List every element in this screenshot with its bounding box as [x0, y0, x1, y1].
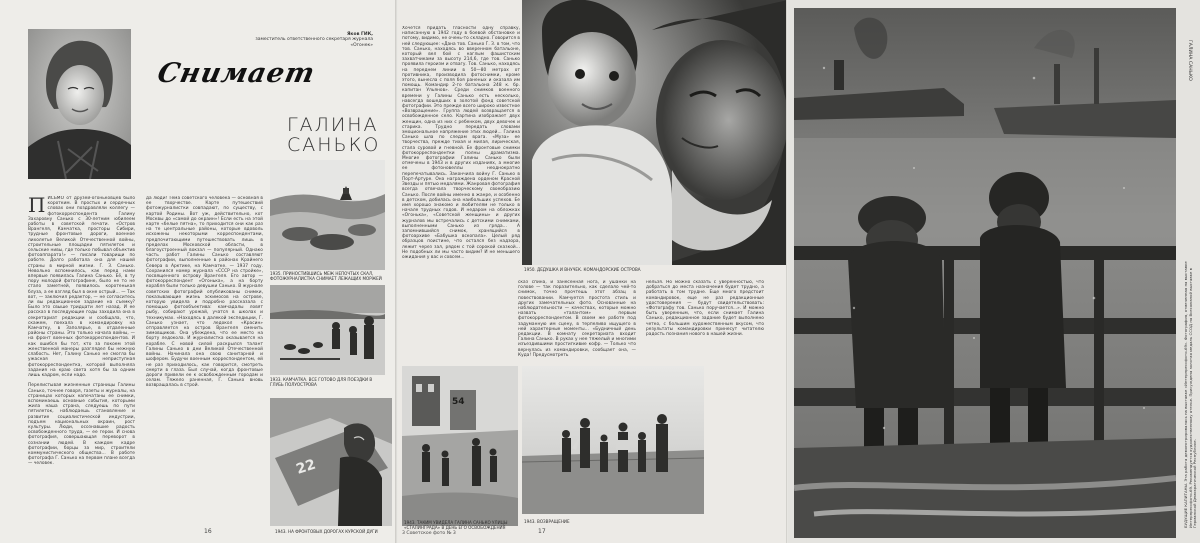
author-credit — [255, 32, 373, 48]
caption-kamchatka: 1933. КАМЧАТКА. ВСЕ ГОТОВО ДЛЯ ПОЕЗДКИ В ГЛУБЬ ПОЛУОСТРОВА — [270, 377, 373, 387]
photo-kamchatka-sled — [270, 285, 385, 375]
column-1-text: ИСЬМО от друзей-огоньковцев было коротким. В простых и сердечных словах они поздравляли коллегу — фотокорреспондента Галину Захаровну Санько с 30-летним юбилеем работы в советской печати. «Остров Врангеля, Камчатка, просторы Сибири, трудные фронтовые дороги, военное лихолетье Великой Отечественной войны, строительные площадки пятилеток и сельские нивы, где только побывал объектив фотоаппарата!» — писали товарищи по работе. Долго работала она для нашей страны в мирной жизни. Г. З. Санько. Невольно вспомнилось, как перед нами впервые появилась Галина Санько. Её, в ту пору молодой фотографине, было не то не стало заметней, появилось коротенькая блуза, а ее взгляд был в окне острый... — Так вот, — заключил редактор, — не согласитесь ли вы редакционное задание на съемку? Было это свыше тридцати лет назад. И ее рассказ в последующие годы заходила она в секретариат редакции и сообщала, что, скажем, поехала в командировку на Камчатку, в Заполярье, в отдаленные районы страны. Это только начала войны, — на фронт военных фотокорреспондентов. И как ошибся бы тот, кто за покоем этой женственной манеры разглядел бы нежную слабость. Нет, Галину Санько не смогла бы ужасная неприступная фотокорреспондентка, которой выполняла задания на краю света хотя бы за одним лишь кадром, если надо. — [28, 196, 135, 378]
caption-stalingrad: 1943. ТАКИМ УВИДЕЛА ГАЛИНА САНЬКО УЛИЦЫ «СТАЛИНГРАДА» В ДЕНЬ ЕГО ОСВОБОЖДЕНИЯ — [404, 520, 508, 530]
column-2-text: Перелистывая жизненные страницы Галины Санько, точнее говоря, газеты и журналы, на страницах которых напечатаны ее снимки, вспоминаешь основные события, которыми жила наша страна, следуешь по пути пятилеток, наблюдаешь становление и развитие социалистической индустрии, подъем национальных окраин, рост культуры. Люди, осознавшие радость освобожденного труда, — ее герои. И снова фотография, совершающая переворот в сознании людей. В каждом кадре фотографии, борцы за мир, строители коммунистического общества... В работе фотографа Г. Санько на первом плане всегда — человек. — [28, 383, 135, 467]
drop-cap: П — [28, 196, 46, 217]
column-6-text: нельзя. Но можно сказать с уверенностью, что добраться до места назначения будет трудно, а работать в том трудне. Еще много предстоит командировок, еще не раз редакционные удостоверения — будут свидетельствовать: «Фотографу тов. Санько поручается...». И можно быть уверенным, что, если снимает Галина Санько, редакционное задание будет выполнено четко, с большим художественным вкусом, что результаты командировки принесут читателю радость познания нового в нашей жизни. — [646, 280, 764, 338]
caption-grandfather: 1950. ДЕДУШКА И ВНУЧЕК. КОМАНДОРСКИЕ ОСТРОВА — [524, 267, 641, 272]
portrait-photo — [28, 29, 131, 179]
text-column-2 — [146, 196, 263, 531]
photo-return — [522, 366, 704, 514]
page-17 — [398, 0, 788, 543]
page-16 — [0, 0, 398, 543]
text-column-1 — [28, 196, 135, 531]
page-future-captains — [788, 0, 1200, 543]
photo-stalingrad — [402, 366, 518, 526]
caption-return: 1943. ВОЗВРАЩЕНИЕ — [524, 519, 570, 524]
heading-name — [287, 115, 380, 155]
side-caption-text: БУДУЩИЕ КАПИТАНЫ. Эта работа демонстрировалась на выставке «Интерпрессфото-69». Фотография, отмеченная на выставке Интерпрессфото-69. Рекомендуется художественному ателье. Присуждена золотая медаль ССОД на Всесоюзной выставке в Германской Демократической Республике. — [1183, 261, 1198, 528]
heading-script: Снимает — [154, 58, 319, 89]
column-3-text: да люди! Тема советского человека — основная в ее творчестве. Карте путешествий фотожурналистки совпадают, по существу, с картой Родины. Вот уж, действительно, кот Москвы до «самой до окраин»! Если есть на этой карте «белые пятна», то приходится они как раз на те центральные районы, которые вдоволь исхожены некоторыми корреспондентами, предпочитающими путешествовать лишь в пределах Московской области, в благоустроенный вокзал — популярный. Однако часть работ Галины Санько составляют фотографии, выполненные в районах Крайнего Севера в Арктике, на Камчатке. — 1937 году. Сохранился номер журнала «СССР на стройке», посвященного острову Врангеля. Его автор — фотокорреспондент «Огонька», а на борту корабля были только девушки Санько. В журнале советских фотографий опубликованы снимки, показывающие жизнь эскимосов на острове, которую увидела и подробно рассказала с помощью фотообъектива: камчадалы ловят рыбу, собирают урожай, учатся в школах и техникумах. «Находясь в далекой экспедиции, Г. Санько узнает, что ледокол «Красин» отправляется на остров Врангеля сменить зимовщиков. Она убеждена, что ее место на борту ледокола. И журналистка оказывается на корабле. С новой силой раскрылся талант Галины Санько в дни Великой Отечественной войны. Начинала она свою санитарной и шофером. Будучи военным корреспондентом, ей не раз приходилось, как говорится, смотреть смерти в глаза. Был случай, когда фронтовые дороги привели ее к освобожденным городам и селам. Тяжело раненная, Г. Санько вновь возвращалась в строй. — [146, 196, 263, 389]
text-column-5 — [518, 280, 636, 362]
side-caption — [1184, 258, 1198, 528]
svg-text:22: 22 — [294, 456, 318, 478]
page-number-16: 16 — [204, 528, 212, 535]
text-column-4 — [402, 26, 520, 350]
photo-walrus-coast — [270, 160, 385, 270]
caption-front-roads: 1943. НА ФРОНТОВЫХ ДОРОГАХ КУРСКОЙ ДУГИ — [275, 529, 378, 534]
column-5-text: сказ спина, и занесенная нога, и ушанки на голове — так поразительно, как сделало чей-то снимок, точно прочтешь этот абзац в повествовании. Камчуется простота стиль и других замечательных фото. Основанные на наблюдательности — качествах, которые можно назвать «талантом» первым фотокорреспондентом. В своем же работе под задуманную им сцену, в терпеливо ищущего в ней характерные моменты... «Будничный день редакции. В комнату секретариата входит Галина Санько. В руках у нее тяжелый и многими изъездившими простигкивие кофр. — Только что вернулась из командировки, сообщает она, — Куда! Предусмотреть — [518, 280, 636, 358]
page-number-17: 17 — [538, 528, 546, 535]
photo-front-roads — [270, 398, 392, 526]
heading-name-first: ГАЛИНА — [287, 114, 379, 136]
text-column-6 — [646, 280, 764, 362]
column-4-text: Хочется придать гласности одну справку, написанную в 1942 году в боевой обстановке и потому, видимо, не очень-то складно. Говорится в ней следующее: «Дана тов. Санько Г. З. в том, что тов. Санько, находясь во вверенном батальоне, который вел бой с наглым фашистским захватчиками за высоту 214,6, где тов. Санько проявила героизм и отвагу. Тов. Санько, находясь на переднем линии в 50—80 метрах от противника, производила фотоснимки, кроме этого, вынесла с поля боя раненых и оказала им помощь. Командир 2-го батальона 248 к. бр. капитан Ульянов». Среди снимков военного времени у Галины Санько есть несколько, навсегда вошедших в золотой фонд советской фотографии. Это прежде всего широко известное «Возвращение». Группа людей возвращается в освобожденное село. Картина изображает двух женщин, одна из них с ребенком, двух девочек и старика. Трудно передать словами эмоциональное напряжение этих людей... Галина Санько шла по следам врага. «Муза» ее творчества, прежде тихая и милая, лирическая, стала суровой и гневной. Ее фронтовые снимки фотокорреспондентки полны драматизма. Многие фотографии Галины Санько были отмечены в 1943 и в других изданиях, а многие ее фотоновеллы неоднократно перепечатывались. Закончила войну Г. Санько в Порт-Артуре. Она награждена орденом Красной Звезды и пятью медалями. Жанровая фотография всегда отвечала творческому своеобразию Санько. После войны именно в жанре, и особенно в детском, добилась она наибольших успехов. Ее имя хорошо знакомо и любителям не только в начале трудных годов. И недаром на обложках «Огонька», «Советской женщины» и других журналов мы встречались с детскими снимками, выполненными Санько из гряда... А запомнившийся снимок, хранящийся в фотоархиве «Бабушка вскопала». Целый ряд образцов поистине, что остался без надзора, лежит через зал, рядом с той сорокой сказкой... Не подобных ли мы часто видим? И не меньшего ожидания у вас и совсем... — [402, 26, 520, 260]
svg-text:54: 54 — [452, 397, 465, 407]
caption-walrus: 1935. ПРИНОСТИВШИСЬ МЕЖ НЕПОЧТЫХ СКАЛ, ФОТОЖУРНАЛИСТКА СНИМАЕТ ЛЕЖАЩИХ МОРЖЕЙ — [270, 271, 382, 281]
footer-magazine: 3 Советское фото № 3 — [402, 531, 456, 536]
side-title: ГАЛИНА САНЬКО — [1187, 40, 1192, 81]
author-role: заместитель ответственного секретаря журнала «Огонек» — [255, 37, 373, 48]
photo-future-captains — [794, 8, 1176, 538]
author-name: Яков ГИК, — [346, 32, 373, 37]
heading-name-last: САНЬКО — [287, 134, 381, 156]
photo-grandfather-grandson — [522, 0, 788, 265]
